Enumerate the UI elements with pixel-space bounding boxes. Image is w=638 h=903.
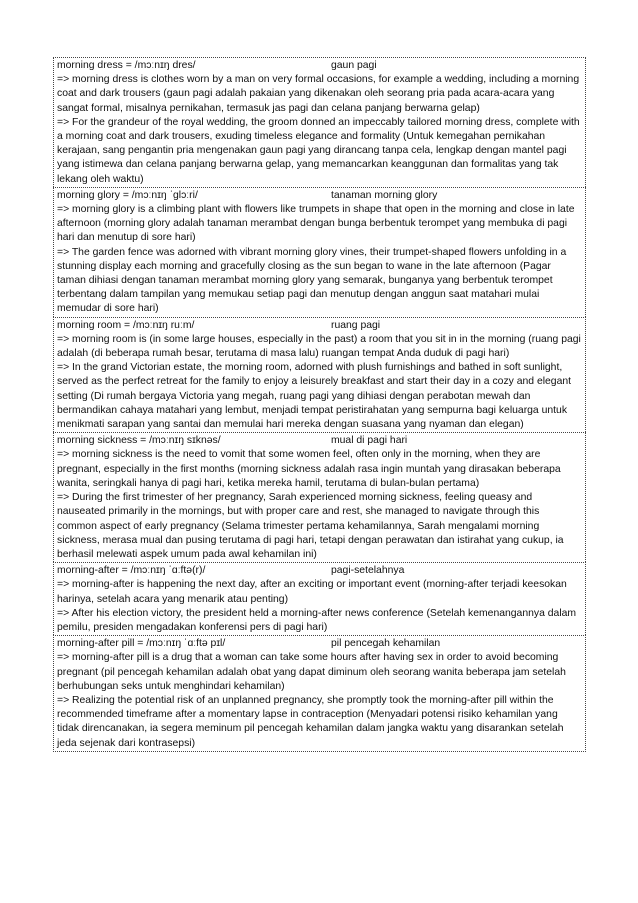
example: => Realizing the potential risk of an unplanned pregnancy, she promptly took the morning-after pill within the recommended timeframe after a momentary lapse in contraception (Menyadari potensi risiko kehamilan yang tidak direncanakan, ia segera meminum pil pencegah kehamilan dalam jangka waktu yang disarankan setelah jeda sejenak dari kontrasepsi): [57, 694, 564, 749]
headword: morning-after pill = /mɔːnɪŋ ˈɑːftə pɪl/: [57, 638, 226, 650]
entry-morning-dress: [53, 57, 586, 187]
entry-heading: [57, 637, 582, 651]
translation: tanaman morning glory: [331, 189, 438, 201]
example: => After his election victory, the president held a morning-after news conference (Setelah kemenangannya dalam pemilu, presiden mengadakan konferensi pers di pagi hari): [57, 607, 577, 633]
dictionary-page: [53, 57, 586, 752]
entry-morning-after: [53, 562, 586, 635]
entry-heading: [57, 564, 582, 578]
translation: pil pencegah kehamilan: [331, 638, 441, 650]
translation: pagi-setelahnya: [331, 565, 405, 577]
entry-morning-after-pill: [53, 635, 586, 752]
headword: morning dress = /mɔːnɪŋ dres/: [57, 60, 196, 71]
definition: => morning sickness is the need to vomit that some women feel, often only in the morning, when they are pregnant, especially in the first months (morning sickness adalah rasa ingin muntah yang dirasakan beberapa wanita, seringkali hanya di pagi hari, ketika mereka hamil, terutama di bulan-bulan pertama): [57, 449, 561, 489]
entry-heading: [57, 319, 582, 333]
example: => The garden fence was adorned with vibrant morning glory vines, their trumpet-shaped flowers unfolding in a stunning display each morning and gracefully closing as the sun began to wane in the late afternoon (Pagar taman dihiasi dengan tanaman merambat morning glory yang semarak, bunganya yang berbentuk terompet terbentang dalam tampilan yang memukau setiap pagi dan menutup dengan anggun saat matahari mulai memudar di sore hari): [57, 246, 567, 315]
definition: => morning glory is a climbing plant with flowers like trumpets in shape that open in the morning and close in late afternoon (morning glory adalah tanaman merambat dengan bunga berbentuk terompet yang membuka di pagi hari dan menutup di sore hari): [57, 204, 575, 244]
headword: morning room = /mɔːnɪŋ ruːm/: [57, 319, 195, 331]
definition: => morning-after pill is a drug that a woman can take some hours after having sex in order to avoid becoming pregnant (pil pencegah kehamilan adalah obat yang dapat diminum oleh seorang wanita beberapa jam setelah berhubungan seks untuk menghindari kehamilan): [57, 652, 566, 692]
translation: ruang pagi: [331, 319, 381, 331]
entry-morning-glory: [53, 187, 586, 317]
entry-heading: [57, 434, 582, 448]
example: => For the grandeur of the royal wedding, the groom donned an impeccably tailored morning dress, complete with a morning coat and dark trousers, exuding timeless elegance and formality (Untuk kemegahan pernikahan kerajaan, sang pengantin pria mengenakan gaun pagi yang dirancang tanpa cela, lengkap dengan mantel pagi yang istimewa dan celana panjang berwarna gelap, yang memancarkan keanggunan dan formalitas yang tak lekang oleh waktu): [57, 116, 580, 185]
entry-heading: [57, 189, 582, 203]
headword: morning glory = /mɔːnɪŋ ˈɡlɔːri/: [57, 189, 198, 201]
example: => During the first trimester of her pregnancy, Sarah experienced morning sickness, feeling queasy and nauseated primarily in the mornings, but with proper care and rest, she managed to navigate through this common aspect of early pregnancy (Selama trimester pertama kehamilannya, Sarah mengalami morning sickness, merasa mual dan pusing terutama di pagi hari, tetapi dengan perawatan dan istirahat yang cukup, ia berhasil melewati aspek umum pada awal kehamilan ini): [57, 492, 564, 560]
definition: => morning room is (in some large houses, especially in the past) a room that you sit in in the morning (ruang pagi adalah (di beberapa rumah besar, terutama di masa lalu) ruangan tempat Anda duduk di pagi hari): [57, 333, 581, 360]
translation: gaun pagi: [331, 60, 377, 71]
example: => In the grand Victorian estate, the morning room, adorned with plush furnishings and bathed in soft sunlight, served as the perfect retreat for the family to enjoy a leisurely breakfast and start their day in a cozy and elegant setting (Di rumah bergaya Victoria yang megah, ruang pagi yang dihiasi dengan perabotan mewah dan bermandikan cahaya matahari yang lembut, menjadi tempat peristirahatan yang sempurna bagi keluarga untuk menikmati sarapan yang santai dan memulai hari mereka dengan suasana yang nyaman dan elegan): [57, 362, 572, 431]
definition: => morning-after is happening the next day, after an exciting or important event (morning-after terjadi keesokan harinya, setelah acara yang menarik atau penting): [57, 579, 567, 605]
headword: morning sickness = /mɔːnɪŋ sɪknəs/: [57, 435, 221, 447]
entry-morning-sickness: [53, 432, 586, 562]
entry-heading: [57, 59, 582, 73]
definition: => morning dress is clothes worn by a man on very formal occasions, for example a wedding, including a morning coat and dark trousers (gaun pagi adalah pakaian yang dikenakan oleh seorang pria pada acara-acara yang sangat formal, misalnya pernikahan, termasuk jas pagi dan celana panjang berwarna gelap): [57, 74, 580, 114]
translation: mual di pagi hari: [331, 435, 408, 447]
headword: morning-after = /mɔːnɪŋ ˈɑːftə(r)/: [57, 565, 206, 577]
entry-morning-room: [53, 317, 586, 433]
